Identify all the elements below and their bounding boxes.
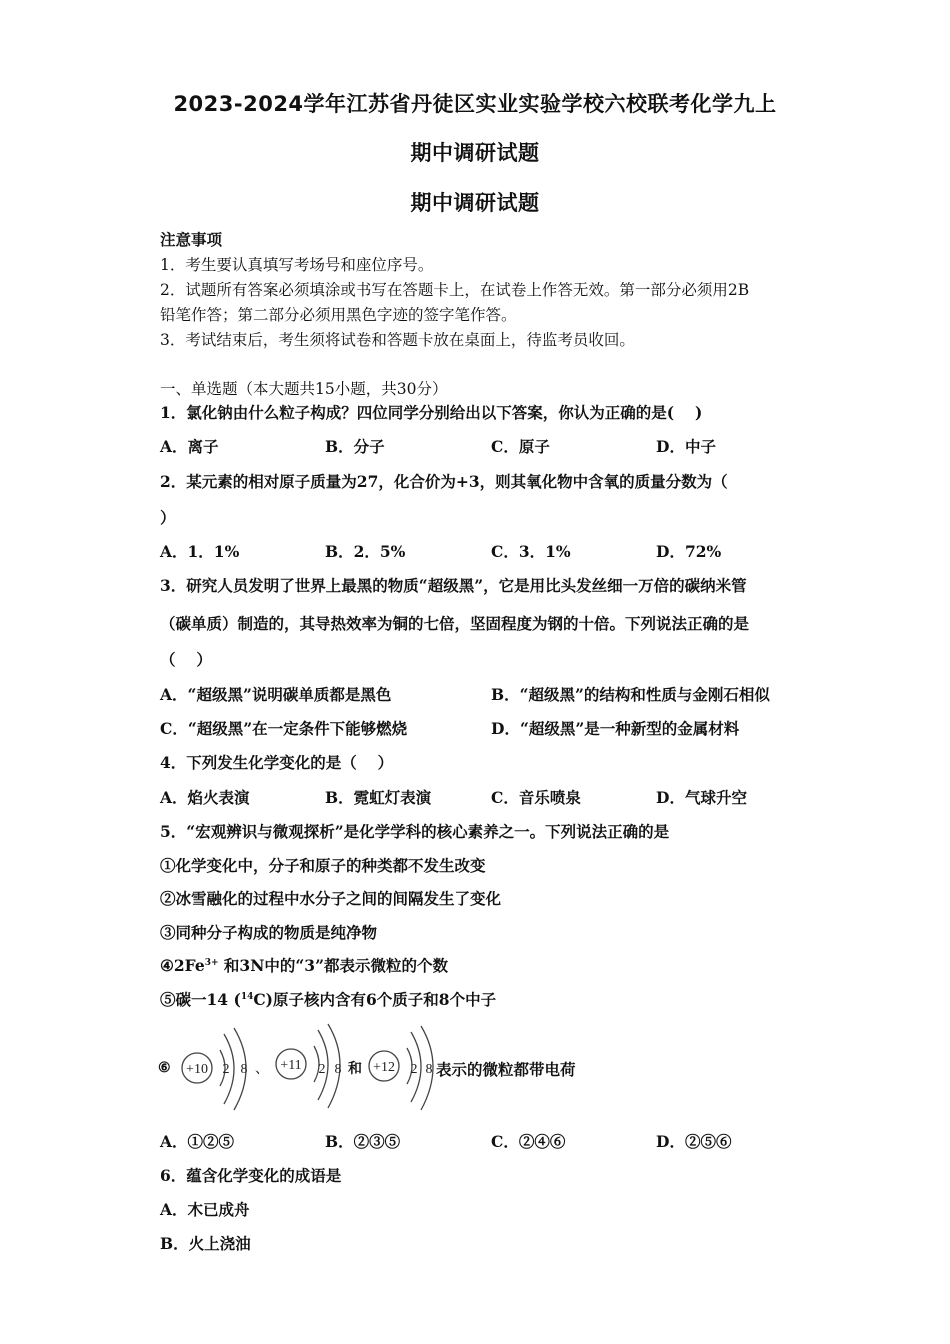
exam-title-line3: 期中调研试题 <box>410 191 540 215</box>
notice-item-2a: 2．试题所有答案必须填涂或书写在答题卡上，在试卷上作答无效。第一部分必须用2B <box>160 281 750 299</box>
q5-s4-charge: 3+ <box>204 957 219 968</box>
exam-title-line1: 2023-2024学年江苏省丹徒区实业实验学校六校联考化学九上 <box>173 92 777 116</box>
q5-s6-tail: 表示的微粒都带电荷 <box>436 1060 576 1079</box>
q3-option-c: C．“超级黑”在一定条件下能够燃烧 <box>160 719 408 738</box>
q3-stem-b: （碳单质）制造的，其导热效率为铜的七倍，坚固程度为钢的十倍。下列说法正确的是 <box>160 614 750 633</box>
q5-statement-5 <box>160 988 496 1010</box>
q2-option-b: B．2．5% <box>325 542 406 561</box>
atom-1-shell-1: 2 <box>222 1062 230 1077</box>
atom-1-nucleus: +10 <box>186 1062 208 1077</box>
q3-option-a: A．“超级黑”说明碳单质都是黑色 <box>160 685 392 704</box>
q5-s4-pre: ④2Fe <box>160 956 205 975</box>
q6-option-b: B．火上浇油 <box>160 1234 251 1253</box>
q4-option-a: A．焰火表演 <box>160 788 250 807</box>
q5-statement-4 <box>160 954 448 976</box>
q5-s6-sep1: 、 <box>255 1062 269 1077</box>
q1-stem: 1．氯化钠由什么粒子构成？四位同学分别给出以下答案，你认为正确的是( ) <box>160 403 703 422</box>
atom-2-shell-1: 2 <box>318 1062 326 1077</box>
atom-3-nucleus: +12 <box>373 1060 395 1075</box>
q2-option-d: D．72% <box>656 542 722 561</box>
atom-2-nucleus: +11 <box>280 1058 302 1073</box>
q3-option-d: D．“超级黑”是一种新型的金属材料 <box>491 719 740 738</box>
q5-option-d: D．②⑤⑥ <box>656 1132 732 1151</box>
q2-stem-a: 2．某元素的相对原子质量为27，化合价为+3，则其氧化物中含氧的质量分数为（ <box>160 472 728 491</box>
q5-s6-sep2: 和 <box>348 1062 362 1077</box>
q4-option-b: B．霓虹灯表演 <box>325 788 432 807</box>
q5-s4-post: 和3N中的“3”都表示微粒的个数 <box>223 956 448 975</box>
q1-option-a: A．离子 <box>160 437 219 456</box>
q6-option-a: A．木已成舟 <box>160 1200 250 1219</box>
atom-3-shell-1: 2 <box>410 1062 418 1077</box>
q4-stem: 4．下列发生化学变化的是（ ） <box>160 753 394 772</box>
notice-item-1: 1．考生要认真填写考场号和座位序号。 <box>160 256 434 274</box>
q5-statement-1: ①化学变化中，分子和原子的种类都不发生改变 <box>160 856 486 875</box>
notice-item-2b: 铅笔作答；第二部分必须用黑色字迹的签字笔作答。 <box>160 306 517 324</box>
q5-s5-pre: ⑤碳一14 ( <box>160 990 241 1009</box>
q5-statement-3: ③同种分子构成的物质是纯净物 <box>160 923 378 942</box>
q1-option-c: C．原子 <box>491 437 550 456</box>
atom-3-shell-2: 8 <box>425 1062 433 1077</box>
notice-heading: 注意事项 <box>160 230 223 249</box>
q4-option-d: D．气球升空 <box>656 788 747 807</box>
exam-title-line2: 期中调研试题 <box>410 141 540 165</box>
q5-option-a: A．①②⑤ <box>160 1132 235 1151</box>
q5-s6-label: ⑥ <box>158 1061 171 1076</box>
q6-stem: 6．蕴含化学变化的成语是 <box>160 1166 342 1185</box>
q2-option-a: A．1．1% <box>160 542 240 561</box>
q3-option-b: B．“超级黑”的结构和性质与金刚石相似 <box>491 685 770 704</box>
q5-statement-2: ②冰雪融化的过程中水分子之间的间隔发生了变化 <box>160 889 502 908</box>
q5-stem: 5．“宏观辨识与微观探析”是化学学科的核心素养之一。下列说法正确的是 <box>160 822 670 841</box>
q5-option-c: C．②④⑥ <box>491 1132 566 1151</box>
q3-stem-c: （ ） <box>160 650 212 669</box>
q1-option-b: B．分子 <box>325 437 385 456</box>
q5-option-b: B．②③⑤ <box>325 1132 401 1151</box>
atom-1-shell-2: 8 <box>240 1062 248 1077</box>
q2-stem-b: ） <box>160 508 176 527</box>
section-heading: 一、单选题（本大题共15小题，共30分） <box>160 380 448 398</box>
q3-stem-a: 3．研究人员发明了世界上最黑的物质“超级黑”，它是用比头发丝细一万倍的碳纳米管 <box>160 576 747 595</box>
q1-option-d: D．中子 <box>656 437 716 456</box>
q5-s5-post: C)原子核内含有6个质子和8个中子 <box>253 990 497 1009</box>
q4-option-c: C．音乐喷泉 <box>491 788 581 807</box>
atom-2-shell-2: 8 <box>334 1062 342 1077</box>
notice-item-3: 3．考试结束后，考生须将试卷和答题卡放在桌面上，待监考员收回。 <box>160 331 635 349</box>
q5-s5-mass: 14 <box>240 991 254 1002</box>
q2-option-c: C．3．1% <box>491 542 571 561</box>
